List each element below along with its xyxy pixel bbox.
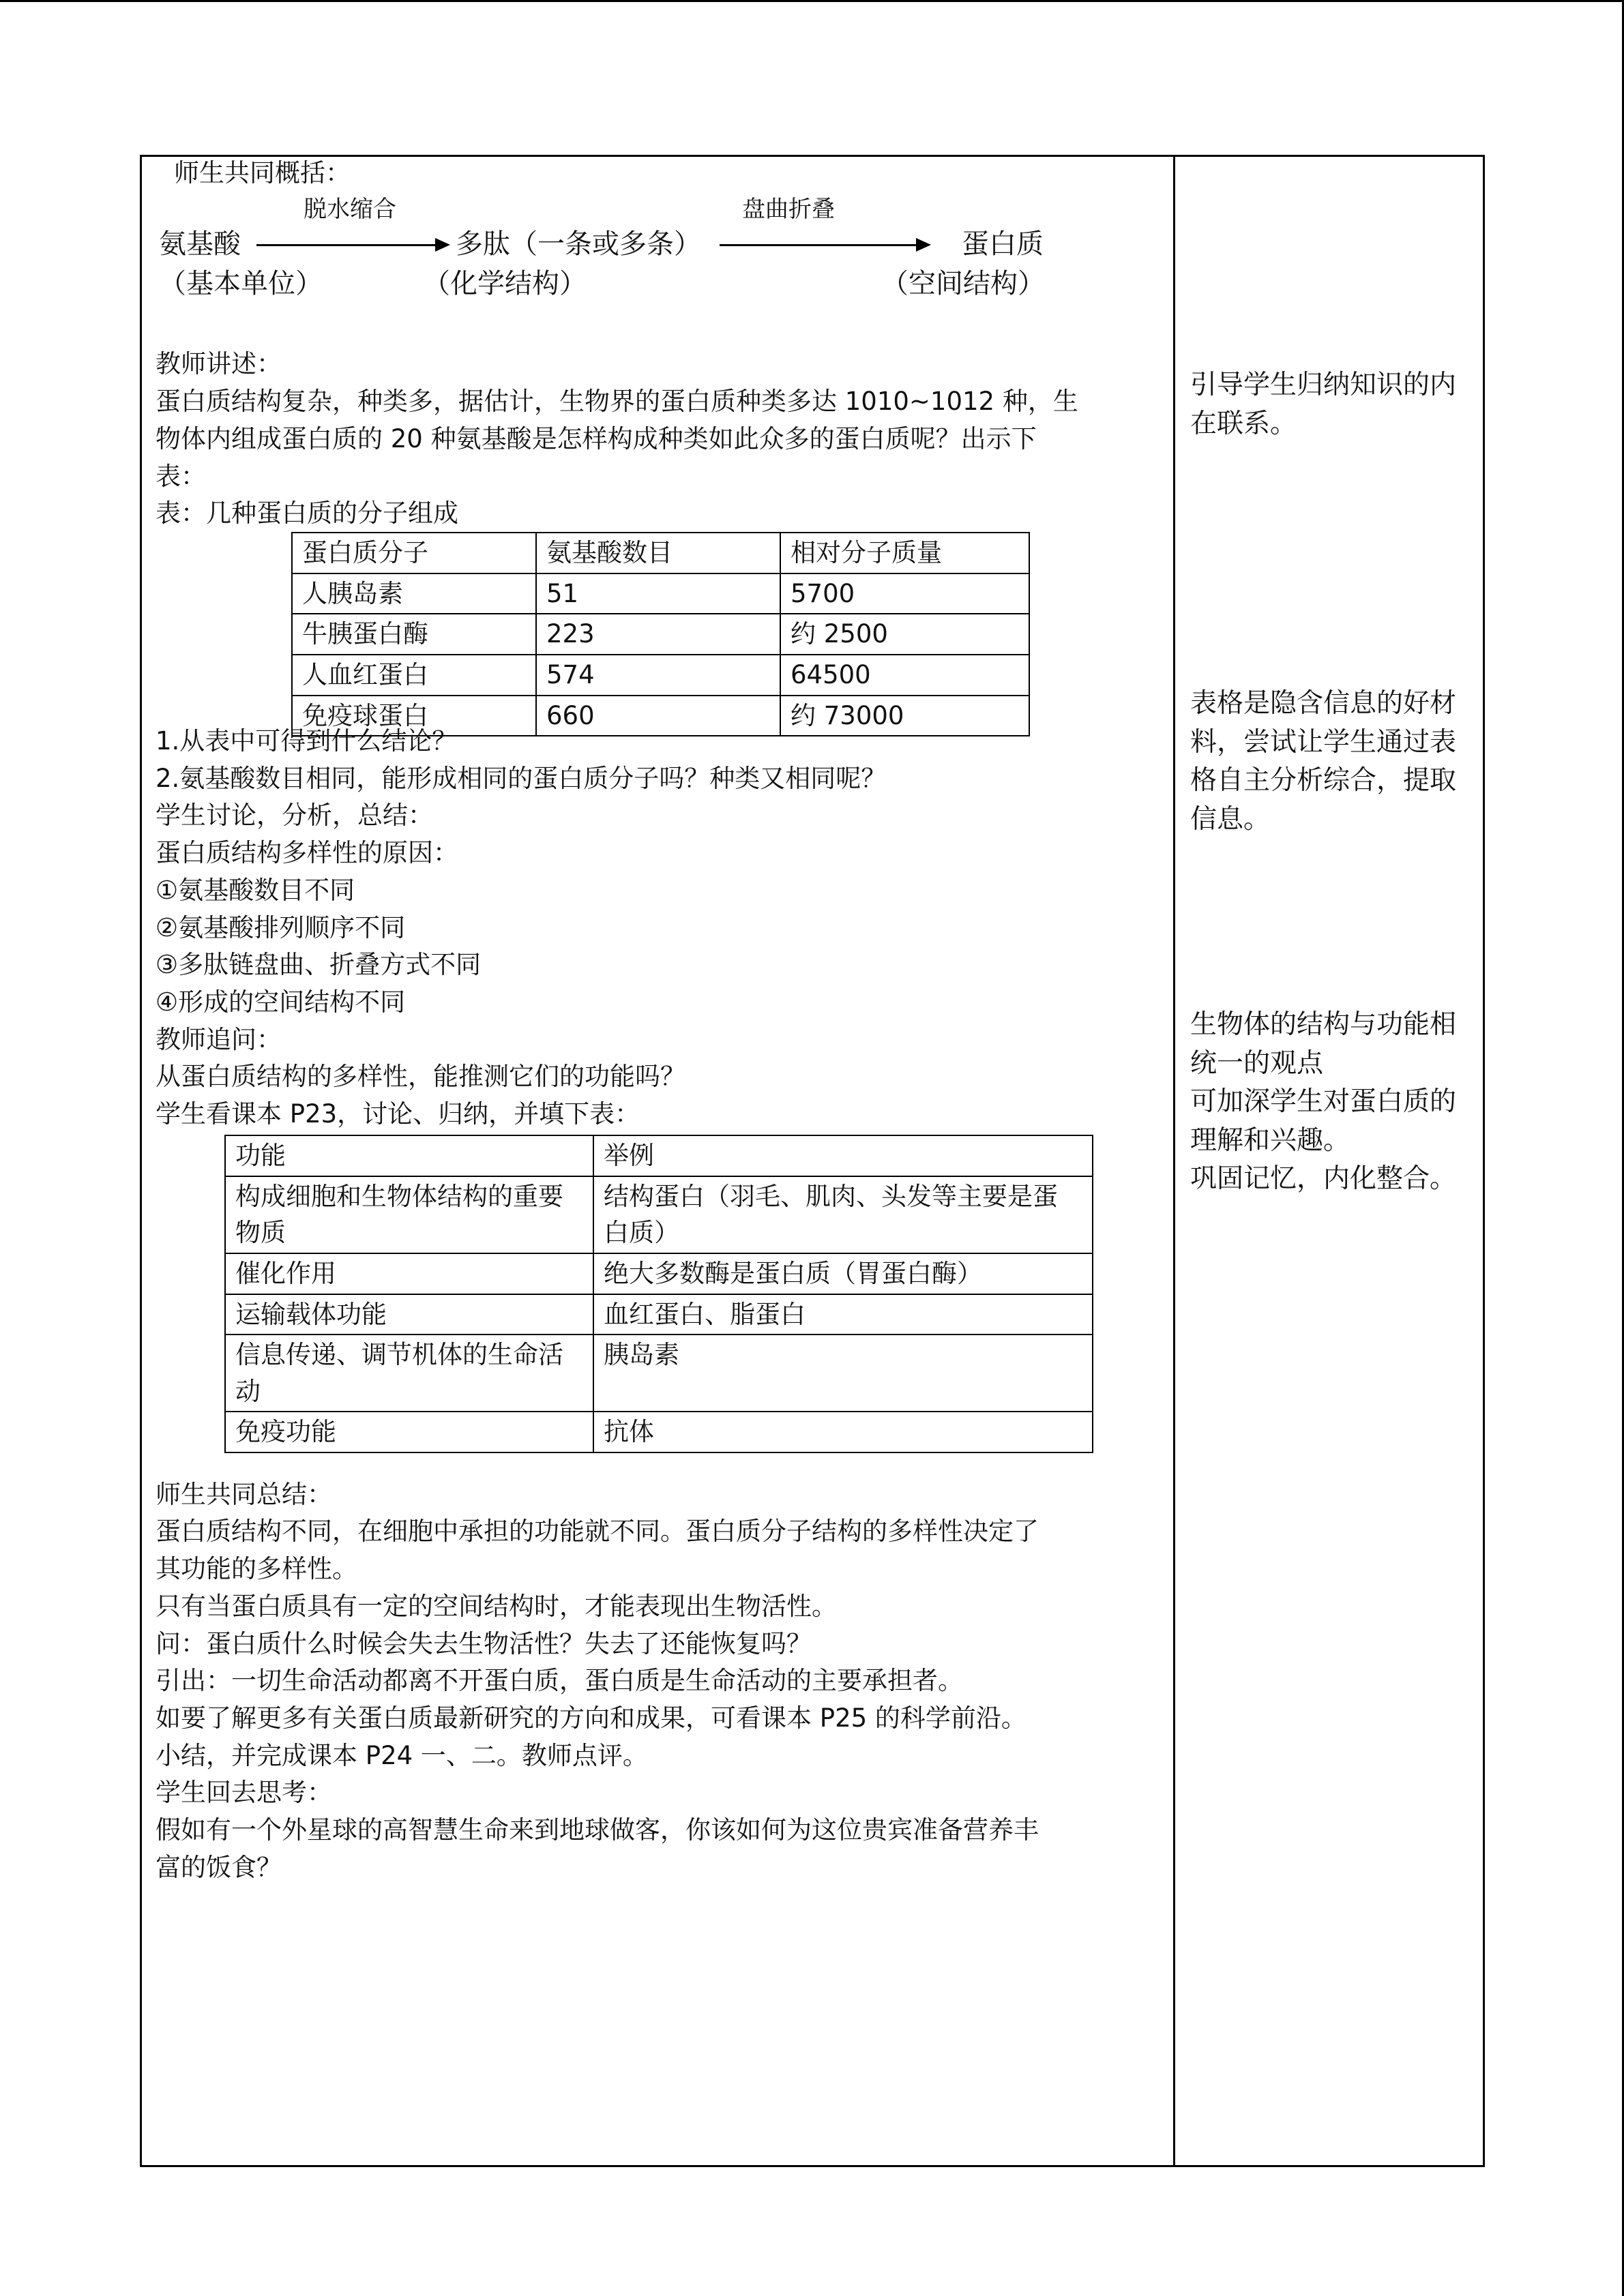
table-cell: 胰岛素 [593,1335,1093,1412]
protein-function-table [224,1135,1093,1453]
table-row [225,1335,1093,1412]
table-cell: 抗体 [593,1412,1093,1452]
flow-node2-sub: （化学结构） [423,268,587,299]
table-cell: 血红蛋白、脂蛋白 [593,1294,1093,1335]
question-2: 2.氨基酸数目相同，能形成相同的蛋白质分子吗？种类又相同呢？ [156,764,887,793]
table-cell: 人血红蛋白 [292,655,536,696]
discussion-line: 从蛋白质结构的多样性，能推测它们的功能吗？ [156,1062,685,1091]
table-cell: 223 [536,614,780,655]
flow-node3-sub: （空间结构） [881,268,1045,299]
reason-item: ①氨基酸数目不同 [156,876,355,905]
protein-composition-table [291,532,1030,736]
reason-item: ④形成的空间结构不同 [156,987,406,1017]
table-row [292,614,1029,655]
summary-line: 假如有一个外星球的高智慧生命来到地球做客，你该如何为这位贵宾准备营养丰 [156,1815,1039,1845]
table-row [292,655,1029,696]
question-1: 1.从表中可得到什么结论？ [156,726,458,756]
table-header-cell: 氨基酸数目 [536,533,780,573]
flow-node-amino-acid: 氨基酸 [159,228,241,260]
table-cell: 牛胰蛋白酶 [292,614,536,655]
reason-item: ③多肽链盘曲、折叠方式不同 [156,950,482,979]
summary-line: 如要了解更多有关蛋白质最新研究的方向和成果，可看课本 P25 的科学前沿。 [156,1703,1027,1733]
table-header-row [292,533,1029,573]
table-row [225,1176,1093,1253]
discussion-line: 学生看课本 P23，讨论、归纳，并填下表： [156,1099,640,1129]
table-cell: 信息传递、调节机体的生命活动 [225,1335,593,1412]
discussion-line: 教师追问： [156,1025,282,1054]
lecture-line: 表： [156,462,206,491]
table-cell: 构成细胞和生物体结构的重要物质 [225,1176,593,1253]
summary-line: 蛋白质结构不同，在细胞中承担的功能就不同。蛋白质分子结构的多样性决定了 [156,1517,1039,1546]
discussion-line: 蛋白质结构多样性的原因： [156,838,458,867]
table-header-cell: 功能 [225,1135,593,1176]
summary-line: 富的饭食？ [156,1853,282,1882]
teaching-note-3: 生物体的结构与功能相统一的观点 可加深学生对蛋白质的理解和兴趣。 巩固记忆，内化整合。 [1190,1009,1457,1195]
table-cell: 约 73000 [780,696,1029,736]
reason-item: ②氨基酸排列顺序不同 [156,913,406,942]
table-cell: 结构蛋白（羽毛、肌肉、头发等主要是蛋白质） [593,1176,1093,1253]
table-cell: 51 [536,573,780,614]
table-cell: 免疫功能 [225,1412,593,1452]
summary-line: 引出：一切生命活动都离不开蛋白质，蛋白质是生命活动的主要承担者。 [156,1666,963,1695]
table-cell: 绝大多数酶是蛋白质（胃蛋白酶） [593,1253,1093,1294]
summary-line: 问：蛋白质什么时候会失去生物活性？失去了还能恢复吗？ [156,1629,812,1658]
summary-line: 学生回去思考： [156,1778,332,1807]
table-cell: 约 2500 [780,614,1029,655]
discussion-line: 学生讨论，分析，总结： [156,801,433,830]
summary-line: 小结，并完成课本 P24 一、二。教师点评。 [156,1741,648,1770]
table-cell: 5700 [780,573,1029,614]
table-header-row [225,1135,1093,1176]
lecture-title: 教师讲述： [156,349,282,378]
lecture-line: 物体内组成蛋白质的 20 种氨基酸是怎样构成种类如此众多的蛋白质呢？出示下 [156,424,1037,453]
flow-node1-sub: （基本单位） [159,268,323,299]
summary-line: 其功能的多样性。 [156,1554,357,1583]
table-cell: 人胰岛素 [292,573,536,614]
table-header-cell: 举例 [593,1135,1093,1176]
table-cell: 免疫球蛋白 [292,696,536,736]
flow-arrow-1-line [256,244,437,246]
table-header-cell: 相对分子质量 [780,533,1029,573]
section-header: 师生共同概括： [174,158,351,188]
page-top-border [0,0,1624,2]
table-row [225,1253,1093,1294]
flow-arrow-1-head [435,238,450,252]
flow-step2-label: 盘曲折叠 [742,196,835,223]
summary-title: 师生共同总结： [156,1480,332,1509]
table-row [225,1412,1093,1452]
lecture-line: 蛋白质结构复杂，种类多，据估计，生物界的蛋白质种类多达 1010~1012 种，生 [156,387,1078,416]
flow-step1-label: 脱水缩合 [304,196,396,223]
table-cell: 催化作用 [225,1253,593,1294]
table-header-cell: 蛋白质分子 [292,533,536,573]
teaching-note-2: 表格是隐含信息的好材料，尝试让学生通过表格自主分析综合，提取信息。 [1190,688,1457,835]
flow-arrow-2-head [916,238,931,252]
column-divider [1173,155,1175,2165]
table-cell: 660 [536,696,780,736]
table-row [225,1294,1093,1335]
flow-node-protein: 蛋白质 [962,228,1044,260]
summary-line: 只有当蛋白质具有一定的空间结构时，才能表现出生物活性。 [156,1592,837,1621]
teaching-note-1: 引导学生归纳知识的内在联系。 [1190,370,1457,439]
flow-node-polypeptide: 多肽（一条或多条） [456,228,701,260]
table-cell: 64500 [780,655,1029,696]
table-cell: 运输载体功能 [225,1294,593,1335]
table-cell: 574 [536,655,780,696]
table1-caption: 表：几种蛋白质的分子组成 [156,498,458,528]
table-row [292,573,1029,614]
flow-arrow-2-line [720,244,917,246]
